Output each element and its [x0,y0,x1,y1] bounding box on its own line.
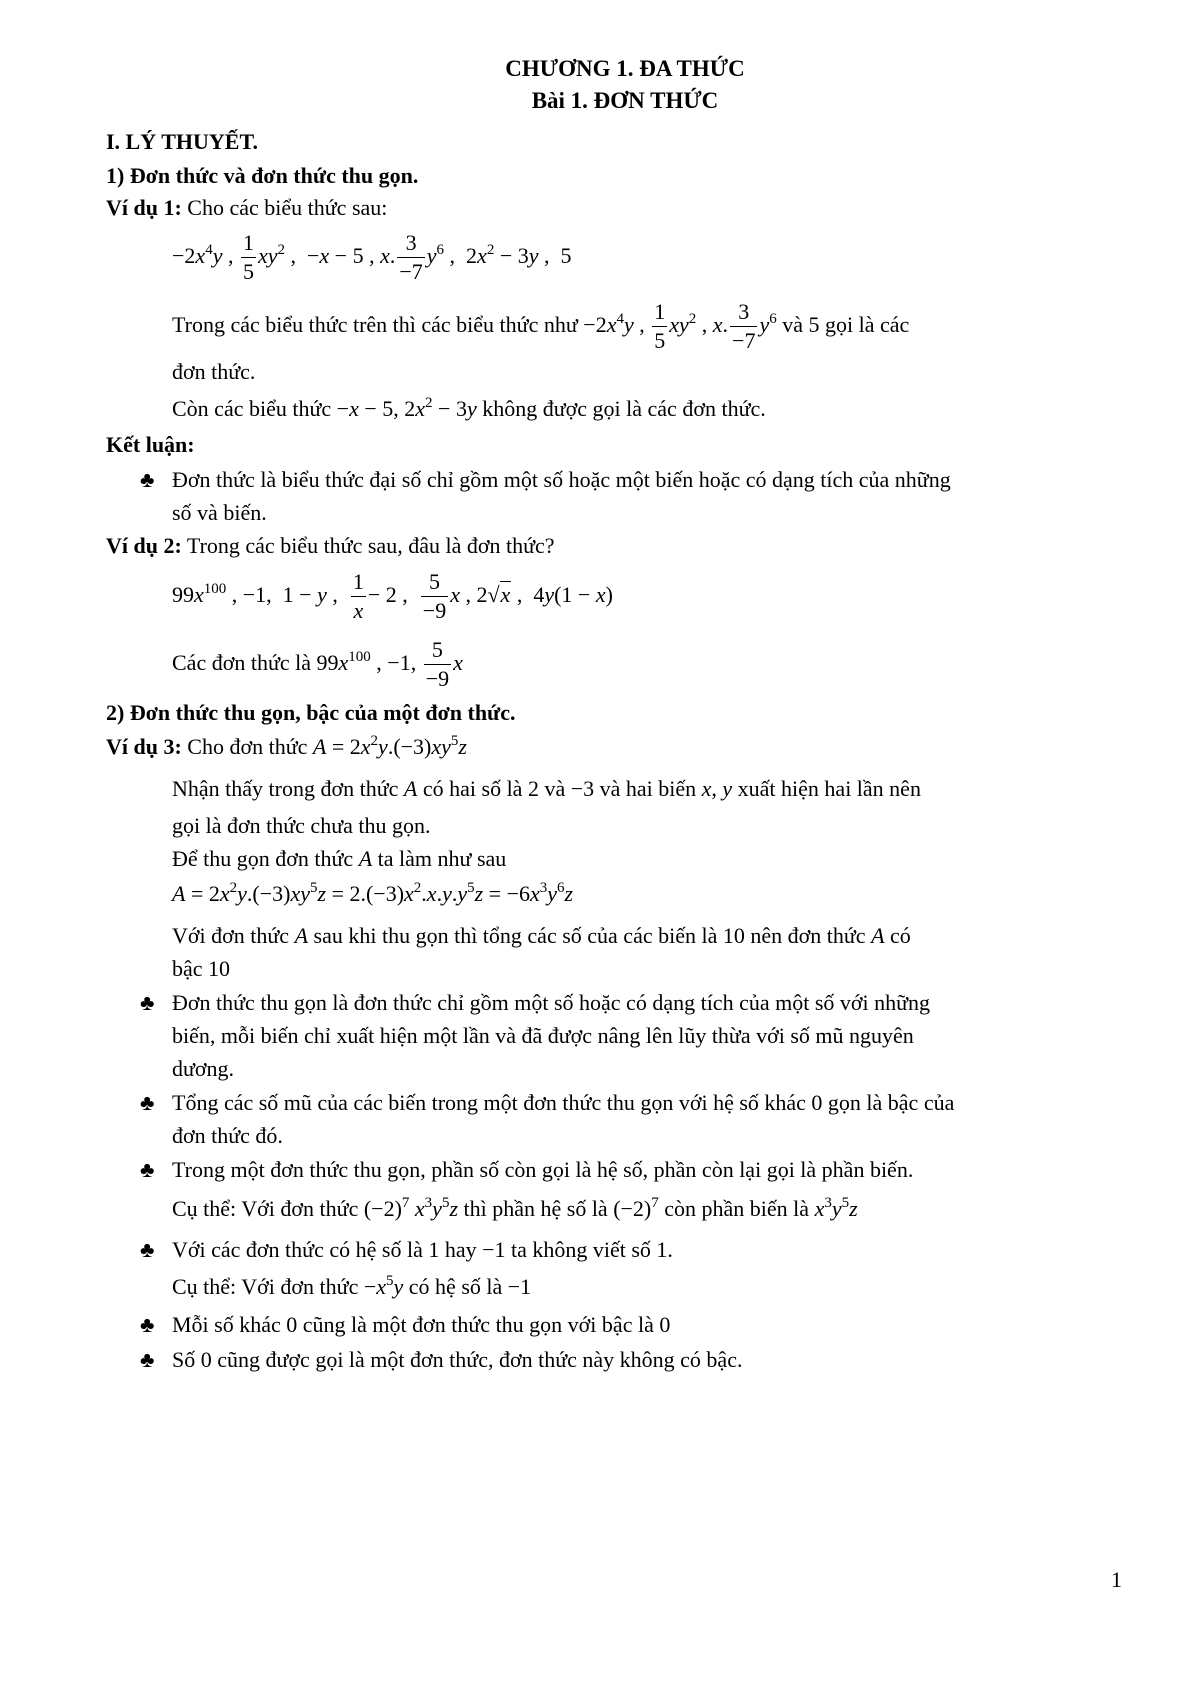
example-3-line: Ví dụ 3: Cho đơn thức $A = 2x^2y.(-3)xy^5z$ [106,733,467,759]
example-3-text-4a: Với đơn thức [172,923,290,948]
page-number: 1 [1111,1567,1122,1592]
example-1-text-line: Trong các biểu thức trên thì các biểu thức như $-2x^4y$ , $\frac{1}{5}$ $xy^2$ , x. $\frac{3}{-7}$ $y^6$ và 5 gọi là các [172,299,910,354]
example-1-prompt: Cho các biểu thức sau: [187,195,388,220]
example-1-label: Ví dụ 1: [106,195,182,220]
example-1-line [106,194,387,222]
example-3-simplification: $A = 2x^2y.(-3)xy^5z = 2.(-3)x^2.x.y.y^5z = -6x^3y^6z$ [172,880,574,906]
bullet-2-line-2: đơn thức đó. [172,1123,283,1148]
example-1-text-2-end: không được gọi là các đơn thức. [482,396,766,421]
bullet-3-example-lead: Cụ thể: Với đơn thức [172,1196,359,1221]
subsection-1-heading: 1) Đơn thức và đơn thức thu gọn. [106,163,419,188]
example-3-text-3b: ta làm như sau [377,846,507,871]
example-1-text: Trong các biểu thức trên thì các biểu thức như [172,312,578,337]
bullet-4-example: Cụ thể: Với đơn thức $-x^5y$ có hệ số là −1 [172,1273,532,1299]
example-3-label: Ví dụ 3: [106,734,182,759]
subsection-2-heading: 2) Đơn thức thu gọn, bậc của một đơn thức. [106,700,516,725]
example-1-text-2: Còn các biểu thức −x − 5, $2x^2 - 3y$ không được gọi là các đơn thức. [172,395,766,421]
example-2-answer: Các đơn thức là $99x^{100}$ , −1, $\frac{5}{-9}$ x [172,637,463,692]
example-3-text-4b: sau khi thu gọn thì tổng các số của các biến là 10 nên đơn thức [313,923,866,948]
example-3-text-5: bậc 10 [172,956,231,981]
bullet-5-line-1: Mỗi số khác 0 cũng là một đơn thức thu gọn với bậc là 0 [172,1312,671,1337]
club-bullet-icon: ♣ [140,1347,155,1372]
example-3-text-1b: có hai số là 2 và −3 và hai biến [422,776,697,801]
club-bullet-icon: ♣ [140,990,155,1015]
example-1-text-cont: đơn thức. [172,359,256,384]
example-1-text-end: và 5 gọi là các [782,312,910,337]
chapter-title: CHƯƠNG 1. ĐA THỨC [505,56,745,81]
example-1-expressions: $-2x^4y$ , $\frac{1}{5}$ $xy^2$ , −x − 5 , x. $\frac{3}{-7}$ $y^6$ , $2x^2 - 3y$ , 5 [172,230,572,285]
conclusion-label: Kết luận: [106,432,195,457]
example-3-text-3a: Để thu gọn đơn thức [172,846,354,871]
bullet-4-example-lead: Cụ thể: Với đơn thức [172,1274,359,1299]
conclusion-text-1: Đơn thức là biểu thức đại số chỉ gồm một số hoặc một biến hoặc có dạng tích của những [172,467,951,492]
lesson-title: Bài 1. ĐƠN THỨC [531,88,719,113]
example-3-text-4: Với đơn thức A sau khi thu gọn thì tổng các số của các biến là 10 nên đơn thức A có [172,923,911,948]
club-bullet-icon: ♣ [140,1312,155,1337]
bullet-1-line-1: Đơn thức thu gọn là đơn thức chỉ gồm một số hoặc có dạng tích của một số với những [172,990,931,1015]
bullet-1-line-3: dương. [172,1056,235,1081]
club-bullet-icon: ♣ [140,1090,155,1115]
example-2-line [106,532,555,560]
bullet-6-line-1: Số 0 cũng được gọi là một đơn thức, đơn thức này không có bậc. [172,1347,743,1372]
bullet-2-line-1: Tổng các số mũ của các biến trong một đơn thức thu gọn với hệ số khác 0 gọn là bậc của [172,1090,955,1115]
club-bullet-icon: ♣ [140,1237,155,1262]
example-3-prompt: Cho đơn thức [187,734,308,759]
example-1-text-2-start: Còn các biểu thức [172,396,332,421]
bullet-3-example: Cụ thể: Với đơn thức $(-2)^7$ $x^3y^5z$ thì phần hệ số là $(-2)^7$ còn phần biến là $x^3y^5z$ [172,1195,858,1221]
bullet-3-example-mid: thì phần hệ số là [463,1196,608,1221]
example-2-label: Ví dụ 2: [106,533,182,558]
example-3-text-1: Nhận thấy trong đơn thức A có hai số là 2 và −3 và hai biến x, y xuất hiện hai lần nên [172,776,921,801]
club-bullet-icon: ♣ [140,467,155,492]
bullet-3-example-tail: còn phần biến là [664,1196,810,1221]
bullet-1-line-2: biến, mỗi biến chỉ xuất hiện một lần và đã được nâng lên lũy thừa với số mũ nguyên [172,1023,914,1048]
club-bullet-icon: ♣ [140,1157,155,1182]
conclusion-text-2: số và biến. [172,500,267,525]
section-heading: I. LÝ THUYẾT. [106,129,259,154]
example-3-text-3: Để thu gọn đơn thức A ta làm như sau [172,846,507,871]
example-3-text-4c: có [890,923,911,948]
bullet-4-line-1: Với các đơn thức có hệ số là 1 hay −1 ta không viết số 1. [172,1237,673,1262]
bullet-4-example-tail: có hệ số là −1 [408,1274,532,1299]
example-2-prompt: Trong các biểu thức sau, đâu là đơn thức? [186,533,555,558]
bullet-3-line-1: Trong một đơn thức thu gọn, phần số còn gọi là hệ số, phần còn lại gọi là phần biến. [172,1157,914,1182]
example-2-expressions: $99x^{100}$ , −1, 1 − y , $\frac{1}{x}$ − 2 , $\frac{5}{-9}$ x , 2√x , 4y(1 − x) [172,569,613,624]
example-2-answer-text: Các đơn thức là [172,650,312,675]
example-3-text-2: gọi là đơn thức chưa thu gọn. [172,813,431,838]
example-3-text-1c: xuất hiện hai lần nên [737,776,921,801]
example-3-text-1a: Nhận thấy trong đơn thức [172,776,399,801]
